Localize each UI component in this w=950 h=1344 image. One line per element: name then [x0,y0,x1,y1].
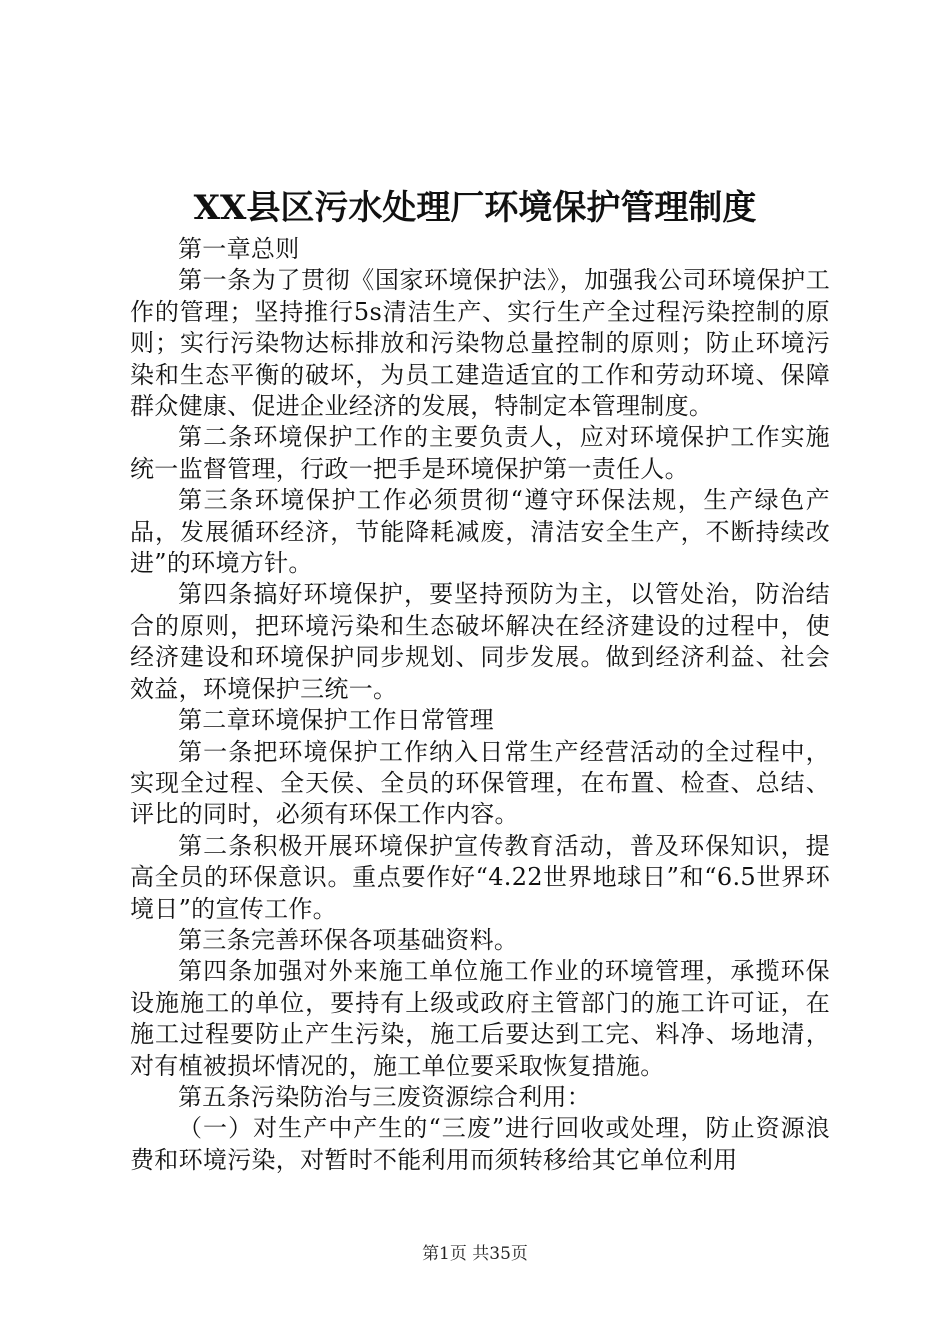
document-body [130,234,830,1176]
document-title: XX县区污水处理厂环境保护管理制度 [193,188,757,228]
paragraph: 第三条环境保护工作必须贯彻“遵守环保法规，生产绿色产品，发展循环经济，节能降耗减废，清洁安全生产，不断持续改进”的环境方针。 [130,486,830,578]
paragraph: 第三条完善环保各项基础资料。 [178,925,519,954]
chapter-heading: 第一章总则 [178,235,300,263]
chapter-heading: 第二章环境保护工作日常管理 [178,706,494,735]
paragraph: 第一条把环境保护工作纳入日常生产经营活动的全过程中，实现全过程、全天侯、全员的环保管理，在布置、检查、总结、评比的同时，必须有环保工作内容。 [130,737,830,829]
paragraph: 第二条积极开展环境保护宣传教育活动，普及环保知识，提高全员的环保意识。重点要作好“4.22世界地球日”和“6.5世界环境日”的宣传工作。 [130,831,830,923]
paragraph: 第二条环境保护工作的主要负责人，应对环境保护工作实施统一监督管理，行政一把手是环境保护第一责任人。 [130,423,830,483]
paragraph: 第四条搞好环境保护，要坚持预防为主，以管处治，防治结合的原则，把环境污染和生态破坏解决在经济建设的过程中，使经济建设和环境保护同步规划、同步发展。做到经济利益、社会效益，环境保护三统一。 [130,580,830,703]
page-number: 第1页 共35页 [422,1244,528,1264]
paragraph: 第一条为了贯彻《国家环境保护法》，加强我公司环境保护工作的管理；坚持推行5s清洁生产、实行生产全过程污染控制的原则；实行污染物达标排放和污染物总量控制的原则；防止环境污染和生态平衡的破坏，为员工建造适宜的工作和劳动环境、保障群众健康、促进企业经济的发展，特制定本管理制度。 [130,266,830,421]
paragraph: （一）对生产中产生的“三废”进行回收或处理，防止资源浪费和环境污染，对暂时不能利用而须转移给其它单位利用 [130,1114,830,1174]
paragraph: 第四条加强对外来施工单位施工作业的环境管理，承揽环保设施施工的单位，要持有上级或政府主管部门的施工许可证，在施工过程要防止产生污染，施工后要达到工完、料净、场地清，对有植被损坏情况的，施工单位要采取恢复措施。 [130,957,830,1080]
paragraph: 第五条污染防治与三废资源综合利用： [178,1082,592,1111]
